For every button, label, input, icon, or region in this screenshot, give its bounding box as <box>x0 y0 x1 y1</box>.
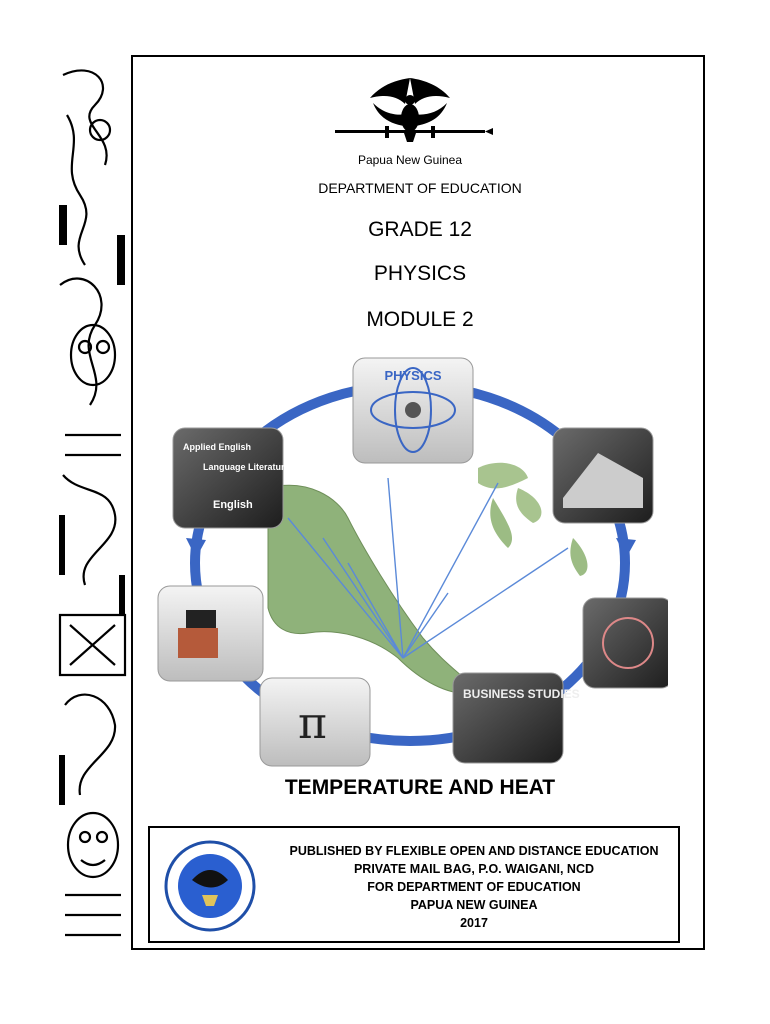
publisher-line-3: FOR DEPARTMENT OF EDUCATION <box>367 880 581 894</box>
publisher-line-4: PAPUA NEW GUINEA <box>410 898 538 912</box>
carving-artwork <box>55 55 131 948</box>
ring-arrow-left <box>186 538 206 558</box>
tile-english-line2: Language Literature <box>203 462 290 472</box>
tile-english-line1: Applied English <box>183 442 252 452</box>
svg-text:π: π <box>298 698 327 749</box>
png-map <box>268 463 587 694</box>
module-topic-title: TEMPERATURE AND HEAT <box>284 776 556 799</box>
tile-maths <box>260 678 370 766</box>
png-national-crest <box>325 68 495 172</box>
tile-business-label: BUSINESS STUDIES <box>463 687 580 701</box>
subject-heading: PHYSICS <box>373 262 467 285</box>
publisher-line-1: PUBLISHED BY FLEXIBLE OPEN AND DISTANCE EDUCATION <box>289 844 659 858</box>
tile-english-line3: English <box>213 499 253 511</box>
grade-heading: GRADE 12 <box>368 218 472 241</box>
fode-logo <box>162 840 258 932</box>
tile-diagram <box>583 598 668 688</box>
ring-arrow-right <box>616 538 636 558</box>
subject-collage <box>148 348 668 768</box>
tile-business <box>453 673 580 763</box>
publisher-line-2: PRIVATE MAIL BAG, P.O. WAIGANI, NCD <box>353 862 595 876</box>
tile-building <box>553 428 653 523</box>
department-heading: DEPARTMENT OF EDUCATION <box>318 180 522 196</box>
tile-english <box>173 428 290 528</box>
decorative-side-border <box>55 55 133 950</box>
publisher-box <box>148 826 680 943</box>
tile-physics-label: PHYSICS <box>384 368 442 383</box>
tile-books <box>158 586 263 681</box>
publisher-year: 2017 <box>460 916 488 930</box>
module-heading: MODULE 2 <box>366 308 474 331</box>
tile-physics <box>353 358 473 463</box>
publisher-text <box>274 842 674 932</box>
crest-caption: Papua New Guinea <box>357 153 463 167</box>
